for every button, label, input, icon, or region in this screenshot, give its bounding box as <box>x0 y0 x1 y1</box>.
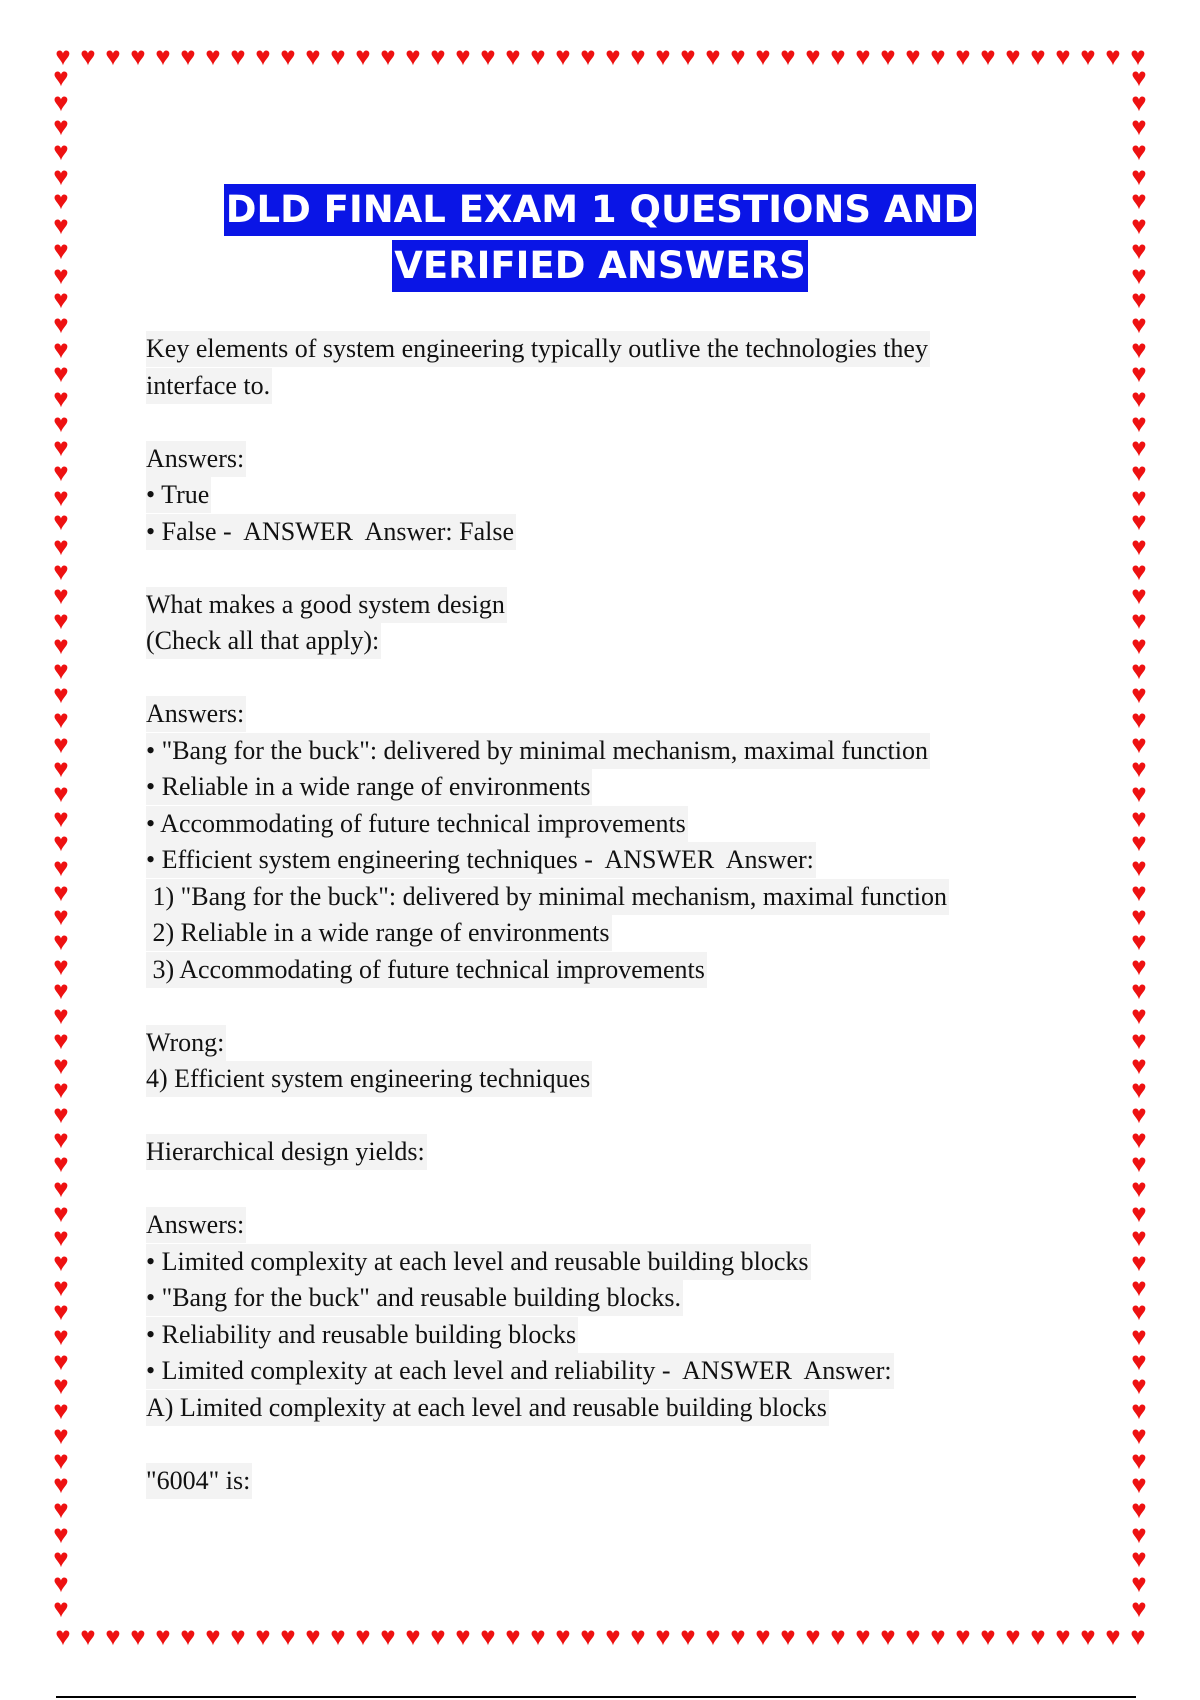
heart-icon: ♥ <box>53 235 69 265</box>
heart-icon: ♥ <box>980 44 996 71</box>
heart-icon: ♥ <box>1131 630 1147 660</box>
heart-icon: ♥ <box>380 1624 396 1651</box>
text-row <box>146 477 1046 514</box>
text-row <box>146 842 1046 879</box>
heart-icon: ♥ <box>53 1001 69 1031</box>
heart-icon: ♥ <box>53 482 69 512</box>
heart-icon: ♥ <box>280 1624 296 1651</box>
heart-icon: ♥ <box>130 44 146 71</box>
heart-icon: ♥ <box>1131 655 1147 685</box>
heart-icon: ♥ <box>680 1624 696 1651</box>
heart-icon: ♥ <box>705 1624 721 1651</box>
heart-icon: ♥ <box>55 1624 71 1651</box>
heart-icon: ♥ <box>1131 1025 1147 1055</box>
heart-icon: ♥ <box>1131 1544 1147 1574</box>
text-row <box>146 1390 1046 1427</box>
heart-icon: ♥ <box>830 1624 846 1651</box>
heart-icon: ♥ <box>53 260 69 290</box>
heart-icon: ♥ <box>655 44 671 71</box>
heart-icon: ♥ <box>53 1519 69 1549</box>
heart-icon: ♥ <box>1131 112 1147 142</box>
heart-icon: ♥ <box>180 44 196 71</box>
heart-icon: ♥ <box>130 1624 146 1651</box>
heart-icon: ♥ <box>1131 606 1147 636</box>
heart-icon: ♥ <box>53 778 69 808</box>
heart-icon: ♥ <box>1131 902 1147 932</box>
heart-icon: ♥ <box>53 1075 69 1105</box>
heart-icon: ♥ <box>53 383 69 413</box>
heart-icon: ♥ <box>53 630 69 660</box>
heart-icon: ♥ <box>505 1624 521 1651</box>
heart-icon: ♥ <box>680 44 696 71</box>
heart-icon: ♥ <box>105 44 121 71</box>
text-line: "6004" is: <box>146 1463 252 1499</box>
heart-icon: ♥ <box>53 1544 69 1574</box>
heart-icon: ♥ <box>630 44 646 71</box>
heart-icon: ♥ <box>1030 44 1046 71</box>
heart-icon: ♥ <box>53 87 69 117</box>
text-row <box>146 1061 1046 1098</box>
heart-icon: ♥ <box>53 556 69 586</box>
heart-icon: ♥ <box>53 1494 69 1524</box>
heart-icon: ♥ <box>53 1223 69 1253</box>
heart-icon: ♥ <box>1005 44 1021 71</box>
heart-icon: ♥ <box>53 1149 69 1179</box>
heart-icon: ♥ <box>1131 383 1147 413</box>
heart-icon: ♥ <box>1131 408 1147 438</box>
heart-icon: ♥ <box>53 1568 69 1598</box>
text-line: • Efficient system engineering techniques - ANSWER Answer: <box>146 842 816 878</box>
text-line: • True <box>146 477 211 513</box>
heart-icon: ♥ <box>780 1624 796 1651</box>
heart-icon: ♥ <box>53 1420 69 1450</box>
text-row <box>146 441 1046 478</box>
heart-icon: ♥ <box>53 1346 69 1376</box>
heart-icon: ♥ <box>930 44 946 71</box>
blank-line <box>146 550 1046 587</box>
heart-icon: ♥ <box>355 44 371 71</box>
heart-icon: ♥ <box>53 1173 69 1203</box>
heart-icon: ♥ <box>1131 1001 1147 1031</box>
text-line: 1) "Bang for the buck": delivered by minimal mechanism, maximal function <box>146 879 949 915</box>
heart-icon: ♥ <box>1131 1173 1147 1203</box>
heart-icon: ♥ <box>53 729 69 759</box>
heart-icon: ♥ <box>1131 1445 1147 1475</box>
text-line: 2) Reliable in a wide range of environments <box>146 915 612 951</box>
heart-icon: ♥ <box>655 1624 671 1651</box>
heart-icon: ♥ <box>53 976 69 1006</box>
heart-icon: ♥ <box>53 1124 69 1154</box>
heart-icon: ♥ <box>1131 1371 1147 1401</box>
heart-icon: ♥ <box>1131 1198 1147 1228</box>
heart-icon: ♥ <box>53 1050 69 1080</box>
heart-icon: ♥ <box>605 1624 621 1651</box>
heart-icon: ♥ <box>53 359 69 389</box>
blank-line <box>146 1426 1046 1463</box>
heart-icon: ♥ <box>605 44 621 71</box>
heart-icon: ♥ <box>1131 1593 1147 1623</box>
blank-line <box>146 988 1046 1025</box>
heart-icon: ♥ <box>1131 1075 1147 1105</box>
heart-icon: ♥ <box>205 44 221 71</box>
heart-icon: ♥ <box>1131 680 1147 710</box>
text-row <box>146 879 1046 916</box>
heart-icon: ♥ <box>1131 927 1147 957</box>
heart-icon: ♥ <box>1131 1149 1147 1179</box>
heart-icon: ♥ <box>255 1624 271 1651</box>
text-row <box>146 587 1046 624</box>
text-row <box>146 1463 1046 1500</box>
heart-icon: ♥ <box>53 754 69 784</box>
heart-icon: ♥ <box>80 1624 96 1651</box>
top-heart-border <box>50 44 1150 72</box>
heart-icon: ♥ <box>1131 1124 1147 1154</box>
heart-icon: ♥ <box>53 680 69 710</box>
heart-icon: ♥ <box>53 1445 69 1475</box>
heart-icon: ♥ <box>1131 853 1147 882</box>
heart-icon: ♥ <box>455 44 471 71</box>
heart-icon: ♥ <box>1131 1099 1147 1129</box>
heart-icon: ♥ <box>1131 778 1147 808</box>
heart-icon: ♥ <box>855 1624 871 1651</box>
heart-icon: ♥ <box>705 44 721 71</box>
text-line: interface to. <box>146 368 272 404</box>
text-line: 4) Efficient system engineering techniques <box>146 1061 592 1097</box>
heart-icon: ♥ <box>580 1624 596 1651</box>
heart-icon: ♥ <box>1030 1624 1046 1651</box>
heart-icon: ♥ <box>1131 1494 1147 1524</box>
text-row <box>146 915 1046 952</box>
heart-icon: ♥ <box>53 309 69 339</box>
heart-icon: ♥ <box>580 44 596 71</box>
heart-icon: ♥ <box>53 1272 69 1302</box>
heart-icon: ♥ <box>330 44 346 71</box>
heart-icon: ♥ <box>405 1624 421 1651</box>
heart-icon: ♥ <box>380 44 396 71</box>
heart-icon: ♥ <box>880 1624 896 1651</box>
heart-icon: ♥ <box>1131 729 1147 759</box>
document-title <box>0 184 1200 296</box>
text-line: • Accommodating of future technical improvements <box>146 806 688 842</box>
page-bottom-rule <box>56 1696 1136 1698</box>
heart-icon: ♥ <box>305 1624 321 1651</box>
heart-icon: ♥ <box>53 1248 69 1277</box>
heart-icon: ♥ <box>1131 1322 1147 1352</box>
text-line: 3) Accommodating of future technical improvements <box>146 952 707 988</box>
heart-icon: ♥ <box>855 44 871 71</box>
heart-icon: ♥ <box>180 1624 196 1651</box>
text-row <box>146 1207 1046 1244</box>
heart-icon: ♥ <box>955 44 971 71</box>
heart-icon: ♥ <box>1131 1470 1147 1500</box>
blank-line <box>146 660 1046 697</box>
text-line: Answers: <box>146 1207 246 1243</box>
heart-icon: ♥ <box>53 655 69 685</box>
heart-icon: ♥ <box>1131 211 1147 241</box>
text-line: • Limited complexity at each level and reusable building blocks <box>146 1244 811 1280</box>
heart-icon: ♥ <box>53 902 69 932</box>
heart-icon: ♥ <box>105 1624 121 1651</box>
title-line-2: VERIFIED ANSWERS <box>392 240 808 292</box>
heart-icon: ♥ <box>1131 87 1147 117</box>
text-row <box>146 368 1046 405</box>
text-line: • "Bang for the buck" and reusable building blocks. <box>146 1280 683 1316</box>
text-row <box>146 733 1046 770</box>
heart-icon: ♥ <box>1131 235 1147 265</box>
heart-icon: ♥ <box>53 1025 69 1055</box>
text-row <box>146 1134 1046 1171</box>
heart-icon: ♥ <box>53 1593 69 1623</box>
heart-icon: ♥ <box>53 408 69 438</box>
heart-icon: ♥ <box>53 1099 69 1129</box>
heart-icon: ♥ <box>53 1371 69 1401</box>
heart-icon: ♥ <box>755 1624 771 1651</box>
heart-icon: ♥ <box>1055 1624 1071 1651</box>
left-heart-border <box>48 66 76 1626</box>
heart-icon: ♥ <box>1131 161 1147 191</box>
text-line: A) Limited complexity at each level and reusable building blocks <box>146 1390 829 1426</box>
right-heart-border <box>1126 66 1154 1626</box>
title-line-1: DLD FINAL EXAM 1 QUESTIONS AND <box>224 184 976 236</box>
heart-icon: ♥ <box>1131 704 1147 734</box>
blank-line <box>146 404 1046 441</box>
blank-line <box>146 1098 1046 1135</box>
heart-icon: ♥ <box>1005 1624 1021 1651</box>
heart-icon: ♥ <box>53 828 69 858</box>
heart-icon: ♥ <box>1131 1297 1147 1327</box>
heart-icon: ♥ <box>1131 532 1147 562</box>
text-row <box>146 1353 1046 1390</box>
heart-icon: ♥ <box>1131 458 1147 487</box>
heart-icon: ♥ <box>730 1624 746 1651</box>
text-row <box>146 769 1046 806</box>
text-line: • Reliability and reusable building blocks <box>146 1317 578 1353</box>
heart-icon: ♥ <box>230 1624 246 1651</box>
heart-icon: ♥ <box>730 44 746 71</box>
heart-icon: ♥ <box>980 1624 996 1651</box>
heart-icon: ♥ <box>53 507 69 537</box>
text-row <box>146 514 1046 551</box>
heart-icon: ♥ <box>430 1624 446 1651</box>
heart-icon: ♥ <box>1105 44 1121 71</box>
heart-icon: ♥ <box>1131 803 1147 833</box>
heart-icon: ♥ <box>53 951 69 981</box>
text-row <box>146 1025 1046 1062</box>
text-row <box>146 623 1046 660</box>
heart-icon: ♥ <box>155 1624 171 1651</box>
heart-icon: ♥ <box>1131 1248 1147 1277</box>
heart-icon: ♥ <box>930 1624 946 1651</box>
heart-icon: ♥ <box>405 44 421 71</box>
heart-icon: ♥ <box>1131 66 1147 92</box>
text-row <box>146 696 1046 733</box>
text-line: Hierarchical design yields: <box>146 1134 427 1170</box>
heart-icon: ♥ <box>1131 1396 1147 1426</box>
heart-icon: ♥ <box>530 44 546 71</box>
blank-line <box>146 1171 1046 1208</box>
heart-icon: ♥ <box>755 44 771 71</box>
text-row <box>146 806 1046 843</box>
heart-icon: ♥ <box>1105 1624 1121 1651</box>
heart-icon: ♥ <box>1130 1624 1146 1651</box>
document-body <box>146 331 1046 1499</box>
heart-icon: ♥ <box>53 161 69 191</box>
heart-icon: ♥ <box>230 44 246 71</box>
text-line: What makes a good system design <box>146 587 507 623</box>
text-line: Wrong: <box>146 1025 226 1061</box>
text-line: • "Bang for the buck": delivered by minimal mechanism, maximal function <box>146 733 930 769</box>
heart-icon: ♥ <box>1131 1223 1147 1253</box>
heart-icon: ♥ <box>355 1624 371 1651</box>
heart-icon: ♥ <box>53 877 69 907</box>
heart-icon: ♥ <box>53 1396 69 1426</box>
heart-icon: ♥ <box>430 44 446 71</box>
heart-icon: ♥ <box>1131 309 1147 339</box>
heart-icon: ♥ <box>305 44 321 71</box>
heart-icon: ♥ <box>1131 828 1147 858</box>
heart-icon: ♥ <box>480 44 496 71</box>
heart-icon: ♥ <box>1131 137 1147 167</box>
heart-icon: ♥ <box>205 1624 221 1651</box>
heart-icon: ♥ <box>1131 877 1147 907</box>
text-row <box>146 1244 1046 1281</box>
heart-icon: ♥ <box>53 853 69 882</box>
heart-icon: ♥ <box>255 44 271 71</box>
heart-icon: ♥ <box>280 44 296 71</box>
heart-icon: ♥ <box>830 44 846 71</box>
heart-icon: ♥ <box>905 1624 921 1651</box>
heart-icon: ♥ <box>1080 44 1096 71</box>
heart-icon: ♥ <box>455 1624 471 1651</box>
heart-icon: ♥ <box>1131 754 1147 784</box>
heart-icon: ♥ <box>1131 1420 1147 1450</box>
heart-icon: ♥ <box>53 334 69 364</box>
heart-icon: ♥ <box>530 1624 546 1651</box>
text-line: • Limited complexity at each level and reliability - ANSWER Answer: <box>146 1353 894 1389</box>
heart-icon: ♥ <box>53 581 69 611</box>
text-line: Key elements of system engineering typically outlive the technologies they <box>146 331 930 367</box>
heart-icon: ♥ <box>905 44 921 71</box>
text-row <box>146 331 1046 368</box>
text-row <box>146 952 1046 989</box>
heart-icon: ♥ <box>1131 260 1147 290</box>
heart-icon: ♥ <box>1080 1624 1096 1651</box>
heart-icon: ♥ <box>53 433 69 463</box>
text-line: • Reliable in a wide range of environments <box>146 769 592 805</box>
text-line: • False - ANSWER Answer: False <box>146 514 516 550</box>
heart-icon: ♥ <box>1131 581 1147 611</box>
heart-icon: ♥ <box>53 1470 69 1500</box>
heart-icon: ♥ <box>53 186 69 216</box>
heart-icon: ♥ <box>53 112 69 142</box>
heart-icon: ♥ <box>53 211 69 241</box>
heart-icon: ♥ <box>53 66 69 92</box>
text-line: (Check all that apply): <box>146 623 381 659</box>
heart-icon: ♥ <box>53 927 69 957</box>
heart-icon: ♥ <box>805 1624 821 1651</box>
heart-icon: ♥ <box>53 704 69 734</box>
heart-icon: ♥ <box>53 803 69 833</box>
text-row <box>146 1317 1046 1354</box>
heart-icon: ♥ <box>1055 44 1071 71</box>
bottom-heart-border <box>50 1624 1150 1652</box>
heart-icon: ♥ <box>53 532 69 562</box>
heart-icon: ♥ <box>1131 1519 1147 1549</box>
heart-icon: ♥ <box>1131 507 1147 537</box>
heart-icon: ♥ <box>480 1624 496 1651</box>
heart-icon: ♥ <box>555 1624 571 1651</box>
heart-icon: ♥ <box>1131 334 1147 364</box>
heart-icon: ♥ <box>630 1624 646 1651</box>
heart-icon: ♥ <box>53 1198 69 1228</box>
heart-icon: ♥ <box>1131 482 1147 512</box>
heart-icon: ♥ <box>330 1624 346 1651</box>
heart-icon: ♥ <box>1130 44 1146 71</box>
heart-icon: ♥ <box>53 137 69 167</box>
heart-icon: ♥ <box>1131 285 1147 315</box>
heart-icon: ♥ <box>53 1322 69 1352</box>
text-line: Answers: <box>146 441 246 477</box>
heart-icon: ♥ <box>1131 1050 1147 1080</box>
heart-icon: ♥ <box>155 44 171 71</box>
heart-icon: ♥ <box>505 44 521 71</box>
heart-icon: ♥ <box>1131 433 1147 463</box>
heart-icon: ♥ <box>55 44 71 71</box>
heart-icon: ♥ <box>53 458 69 487</box>
text-row <box>146 1280 1046 1317</box>
heart-icon: ♥ <box>1131 951 1147 981</box>
heart-icon: ♥ <box>1131 359 1147 389</box>
heart-icon: ♥ <box>1131 1568 1147 1598</box>
heart-icon: ♥ <box>955 1624 971 1651</box>
heart-icon: ♥ <box>1131 1346 1147 1376</box>
heart-icon: ♥ <box>53 285 69 315</box>
heart-icon: ♥ <box>1131 556 1147 586</box>
text-line: Answers: <box>146 696 246 732</box>
heart-icon: ♥ <box>80 44 96 71</box>
heart-icon: ♥ <box>880 44 896 71</box>
heart-icon: ♥ <box>53 1297 69 1327</box>
heart-icon: ♥ <box>1131 186 1147 216</box>
heart-icon: ♥ <box>1131 976 1147 1006</box>
heart-icon: ♥ <box>1131 1272 1147 1302</box>
heart-icon: ♥ <box>53 606 69 636</box>
heart-icon: ♥ <box>805 44 821 71</box>
heart-icon: ♥ <box>555 44 571 71</box>
heart-icon: ♥ <box>780 44 796 71</box>
